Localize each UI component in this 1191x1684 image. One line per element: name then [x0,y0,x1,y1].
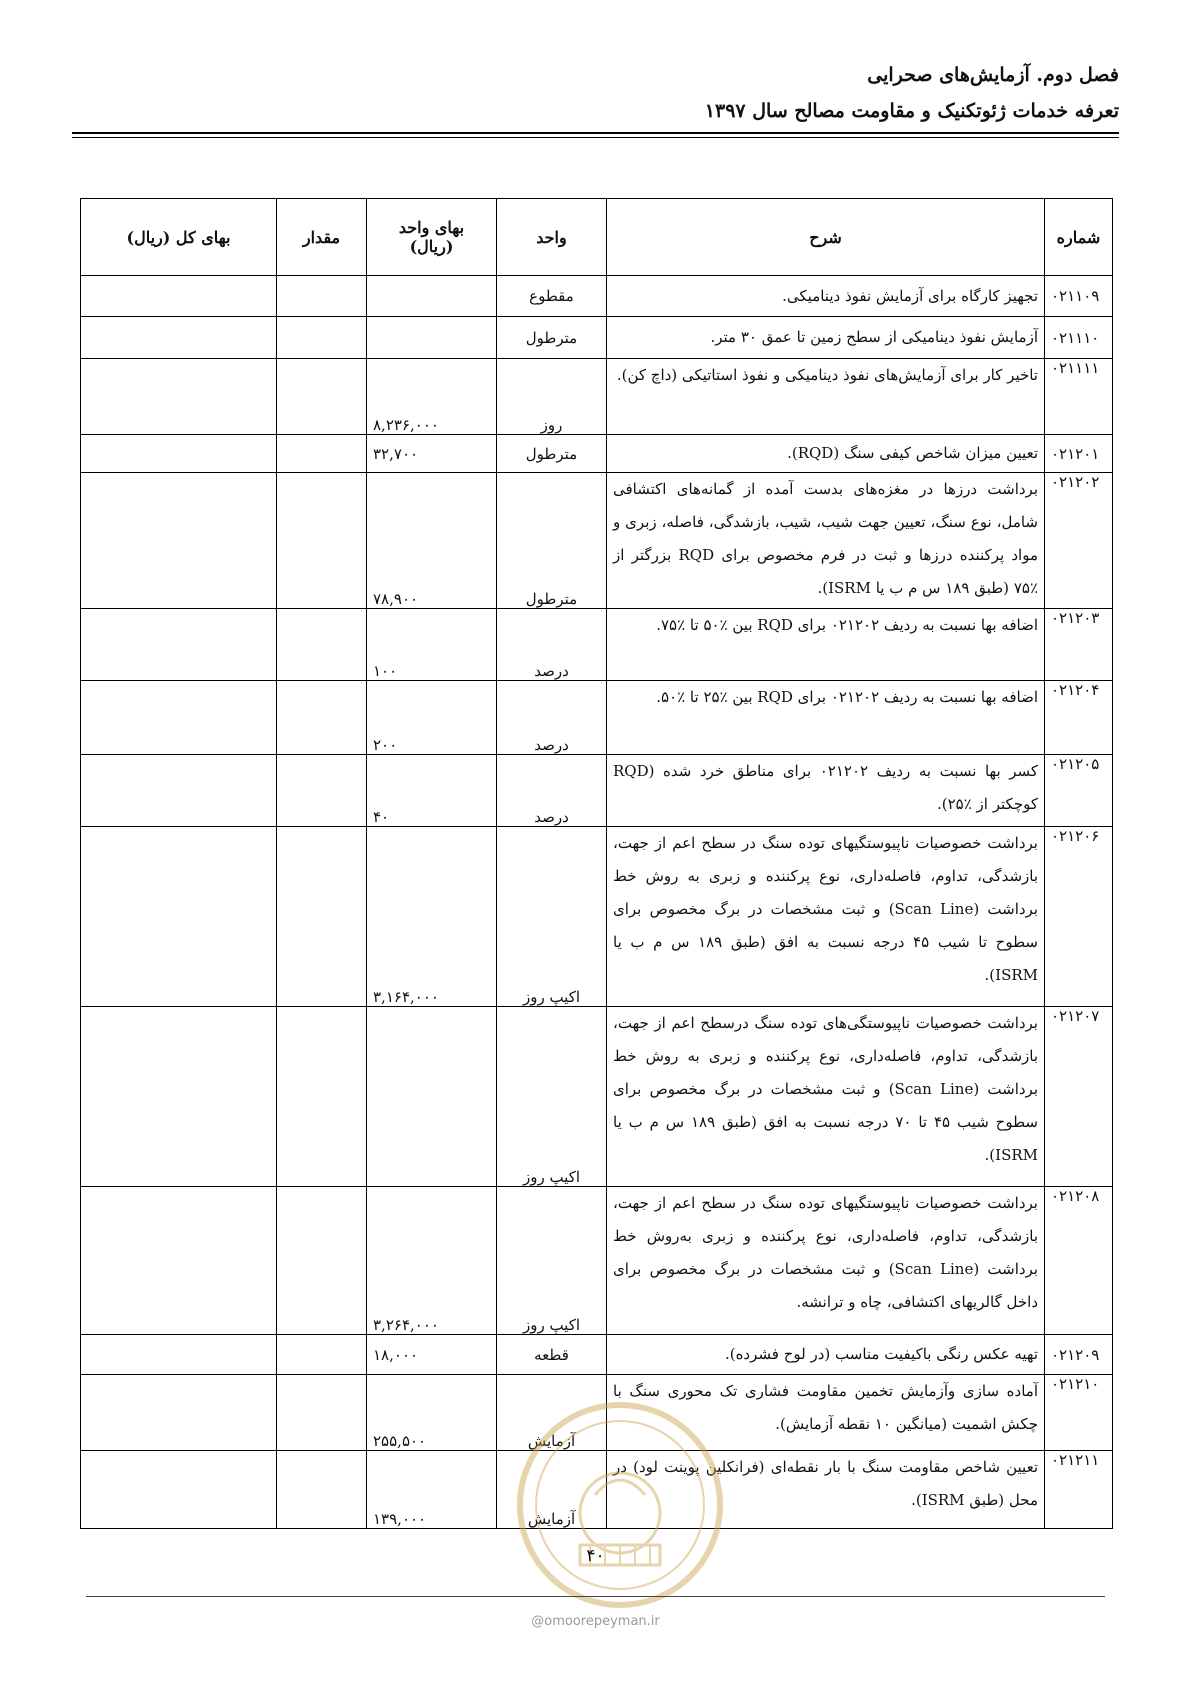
item-unit: اکیپ روز [497,1007,607,1187]
item-unit-price: ۴۰ [367,755,497,827]
item-total [81,1451,277,1529]
item-quantity [277,473,367,609]
item-number: ۰۲۱۲۰۹ [1045,1335,1113,1375]
tariff-table [80,198,1113,1529]
item-total [81,1007,277,1187]
item-total [81,1375,277,1451]
col-header-total: بهای کل (ریال) [81,199,277,276]
item-total [81,681,277,755]
item-quantity [277,1451,367,1529]
item-description: آماده سازی وآزمایش تخمین مقاومت فشاری تک محوری سنگ با چکش اشمیت (میانگین ۱۰ نقطه آزمایش). [607,1375,1045,1451]
item-total [81,827,277,1007]
item-unit-price: ۱۳۹,۰۰۰ [367,1451,497,1529]
table-row [81,609,1113,681]
item-unit: مقطوع [497,276,607,317]
item-description: تهیه عکس رنگی باکیفیت مناسب (در لوح فشرده). [607,1335,1045,1375]
item-quantity [277,276,367,317]
item-description: برداشت خصوصیات ناپیوستگیهای توده سنگ در سطح اعم از جهت، بازشدگی، تداوم، فاصله‌داری، نوع پرکننده و زبری به روش خط برداشت (Scan Line) و ثبت مشخصات در برگ مخصوص برای سطوح تا شیب ۴۵ درجه نسبت به افق (طبق ۱۸۹ س م ب یا ISRM). [607,827,1045,1007]
item-number: ۰۲۱۲۰۵ [1045,755,1113,827]
item-description: تاخیر کار برای آزمایش‌های نفوذ دینامیکی و نفوذ استاتیکی (داچ کن). [607,359,1045,435]
item-total [81,1335,277,1375]
item-description: آزمایش نفوذ دینامیکی از سطح زمین تا عمق ۳۰ متر. [607,317,1045,359]
table-row [81,755,1113,827]
item-quantity [277,609,367,681]
item-quantity [277,359,367,435]
item-description: برداشت خصوصیات ناپیوستگیهای توده سنگ در سطح اعم از جهت، بازشدگی، تداوم، فاصله‌داری، نوع پرکننده و زبری به‌روش خط برداشت (Scan Line) و ثبت مشخصات در برگ مخصوص برای داخل گالریهای اکتشافی، چاه و ترانشه. [607,1187,1045,1335]
item-unit-price: ۲۵۵,۵۰۰ [367,1375,497,1451]
item-total [81,435,277,473]
item-number: ۰۲۱۲۰۴ [1045,681,1113,755]
item-number: ۰۲۱۲۰۷ [1045,1007,1113,1187]
col-header-unit-price [367,199,497,276]
item-description: اضافه بها نسبت به ردیف ۰۲۱۲۰۲ برای RQD بین ٪۲۵ تا ٪۵۰. [607,681,1045,755]
table-row [81,1335,1113,1375]
col-header-unit: واحد [497,199,607,276]
item-unit-price: ۱۸,۰۰۰ [367,1335,497,1375]
item-total [81,609,277,681]
item-description: تعیین میزان شاخص کیفی سنگ (RQD). [607,435,1045,473]
table-row [81,827,1113,1007]
website-watermark: @omoorepeyman.ir [531,1614,660,1629]
table-row [81,435,1113,473]
page-number: ۴۰ [586,1546,605,1566]
item-number: ۰۲۱۲۰۸ [1045,1187,1113,1335]
item-description: برداشت درزها در مغزه‌های بدست آمده از گمانه‌های اکتشافی شامل، نوع سنگ، تعیین جهت شیب، شیب، بازشدگی، فاصله، زبری و مواد پرکننده درزها و ثبت در فرم مخصوص برای RQD بزرگتر از ٪۷۵ (طبق ۱۸۹ س م ب یا ISRM). [607,473,1045,609]
col-header-description: شرح [607,199,1045,276]
item-quantity [277,435,367,473]
table-row [81,681,1113,755]
item-unit-price: ۳,۲۶۴,۰۰۰ [367,1187,497,1335]
item-description: تعیین شاخص مقاومت سنگ با بار نقطه‌ای (فرانکلین پوینت لود) در محل (طبق ISRM). [607,1451,1045,1529]
col-header-quantity: مقدار [277,199,367,276]
item-unit-price: ۱۰۰ [367,609,497,681]
item-description: تجهیز کارگاه برای آزمایش نفوذ دینامیکی. [607,276,1045,317]
col-header-number: شماره [1045,199,1113,276]
item-unit: اکیپ روز [497,1187,607,1335]
item-unit: درصد [497,609,607,681]
item-quantity [277,827,367,1007]
item-unit: آزمایش [497,1375,607,1451]
item-unit: درصد [497,755,607,827]
item-unit: درصد [497,681,607,755]
table-row [81,359,1113,435]
item-quantity [277,755,367,827]
item-quantity [277,1007,367,1187]
item-unit: مترطول [497,473,607,609]
table-row [81,317,1113,359]
chapter-title: فصل دوم. آزمایش‌های صحرایی [867,64,1119,86]
item-quantity [277,681,367,755]
item-number: ۰۲۱۲۱۰ [1045,1375,1113,1451]
header-rule-thin [72,137,1119,138]
item-number: ۰۲۱۱۱۱ [1045,359,1113,435]
item-unit-price [367,276,497,317]
header-rule-thick [72,132,1119,134]
item-number: ۰۲۱۲۱۱ [1045,1451,1113,1529]
publisher-seal-watermark [510,1395,730,1615]
item-quantity [277,1375,367,1451]
item-description: اضافه بها نسبت به ردیف ۰۲۱۲۰۲ برای RQD بین ٪۵۰ تا ٪۷۵. [607,609,1045,681]
table-row [81,473,1113,609]
item-total [81,276,277,317]
item-total [81,1187,277,1335]
book-title: تعرفه خدمات ژئوتکنیک و مقاومت مصالح سال ۱۳۹۷ [704,100,1119,122]
item-total [81,359,277,435]
item-number: ۰۲۱۲۰۶ [1045,827,1113,1007]
item-number: ۰۲۱۲۰۱ [1045,435,1113,473]
item-unit: مترطول [497,317,607,359]
item-unit-price: ۳۲,۷۰۰ [367,435,497,473]
item-unit-price: ۸,۲۳۶,۰۰۰ [367,359,497,435]
item-total [81,317,277,359]
item-number: ۰۲۱۲۰۲ [1045,473,1113,609]
col-header-unit-price-line2: (ریال) [409,237,454,256]
item-total [81,473,277,609]
item-total [81,755,277,827]
item-unit: مترطول [497,435,607,473]
item-quantity [277,1335,367,1375]
item-quantity [277,317,367,359]
item-unit-price [367,317,497,359]
table-row [81,1007,1113,1187]
item-number: ۰۲۱۲۰۳ [1045,609,1113,681]
item-unit: آزمایش [497,1451,607,1529]
item-number: ۰۲۱۱۰۹ [1045,276,1113,317]
footer-rule [86,1596,1105,1597]
col-header-unit-price-line1: بهای واحد [398,218,465,237]
item-unit-price: ۲۰۰ [367,681,497,755]
item-unit-price: ۳,۱۶۴,۰۰۰ [367,827,497,1007]
item-unit: روز [497,359,607,435]
item-unit: اکیپ روز [497,827,607,1007]
table-row [81,1187,1113,1335]
item-unit: قطعه [497,1335,607,1375]
item-unit-price [367,1007,497,1187]
table-row [81,276,1113,317]
table-header-row [81,199,1113,276]
item-quantity [277,1187,367,1335]
item-unit-price: ۷۸,۹۰۰ [367,473,497,609]
item-description: کسر بها نسبت به ردیف ۰۲۱۲۰۲ برای مناطق خرد شده (RQD کوچکتر از ٪۲۵). [607,755,1045,827]
item-number: ۰۲۱۱۱۰ [1045,317,1113,359]
item-description: برداشت خصوصیات ناپیوستگی‌های توده سنگ درسطح اعم از جهت، بازشدگی، تداوم، فاصله‌داری، نوع پرکننده و زبری به روش خط برداشت (Scan Line) و ثبت مشخصات در برگ مخصوص برای سطوح شیب ۴۵ تا ۷۰ درجه نسبت به افق (طبق ۱۸۹ س م ب یا ISRM). [607,1007,1045,1187]
